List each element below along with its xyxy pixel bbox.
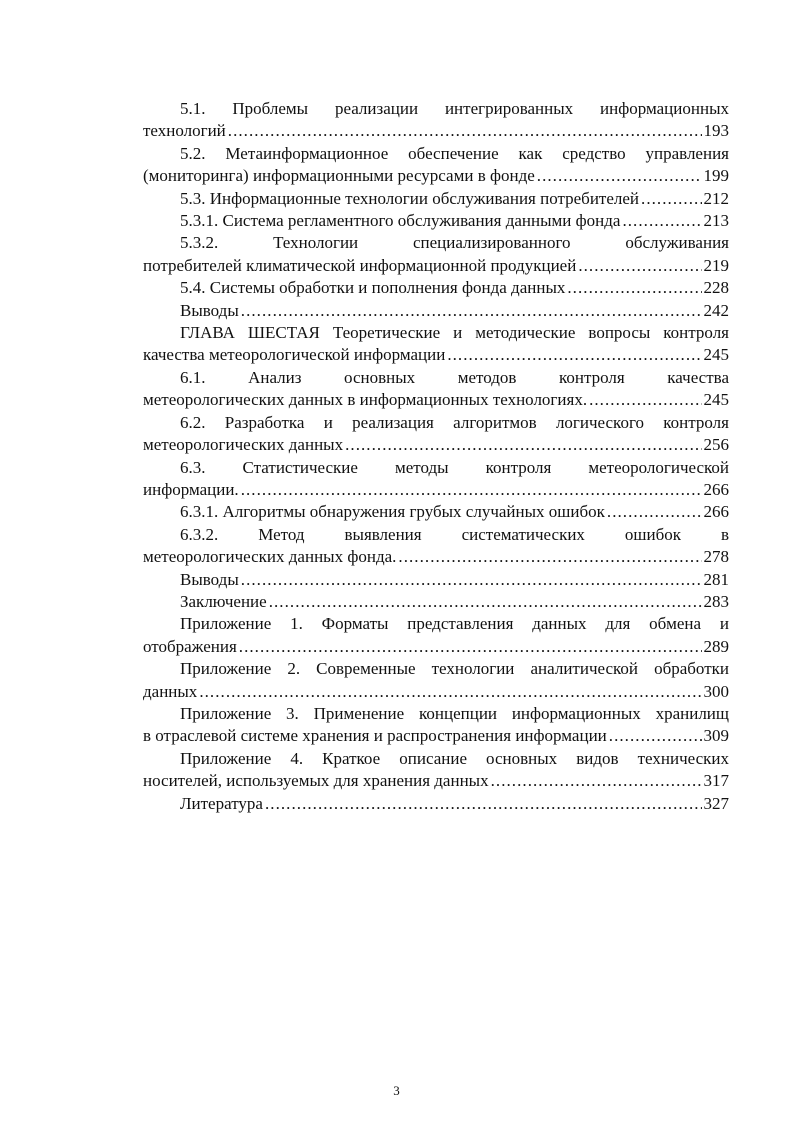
- dot-leader: [578, 255, 701, 277]
- dot-leader: [589, 389, 701, 411]
- toc-entry-title: Литература: [180, 793, 263, 813]
- toc-entry-title: технологий: [143, 121, 226, 141]
- toc-entry-page-number: 199: [703, 166, 729, 186]
- dot-leader: [491, 770, 702, 792]
- toc-entry-title: потребителей климатической информационной продукцией: [143, 255, 577, 275]
- toc-entry: [143, 748, 729, 793]
- toc-entry: [143, 591, 729, 613]
- toc-entry: [143, 793, 729, 815]
- toc-entry: [143, 569, 729, 591]
- toc-entry-page-number: 317: [703, 771, 729, 791]
- dot-leader: [398, 546, 701, 568]
- toc-entry-page-number: 256: [703, 435, 729, 455]
- dot-leader: [239, 636, 702, 658]
- toc-entry-title: носителей, используемых для хранения данных: [143, 771, 489, 791]
- toc-entry-last-line: [143, 636, 729, 658]
- dot-leader: [199, 681, 701, 703]
- toc-entry-title: Выводы: [180, 300, 239, 320]
- toc-entry-title: качества метеорологической информации: [143, 345, 446, 365]
- toc-entry-last-line: [143, 389, 729, 411]
- toc-entry-page-number: 278: [703, 547, 729, 567]
- dot-leader: [607, 501, 702, 523]
- dot-leader: [265, 793, 702, 815]
- toc-entry: [143, 613, 729, 658]
- toc-entry: [143, 98, 729, 143]
- toc-entry-last-line: [143, 120, 729, 142]
- toc-entry: [143, 658, 729, 703]
- toc-entry-page-number: 245: [703, 345, 729, 365]
- toc-entry-title-line: Приложение 2. Современные технологии аналитической обработки: [180, 659, 729, 679]
- toc-entry-title: (мониторинга) информационными ресурсами в фонде: [143, 166, 535, 186]
- page-number: 3: [393, 1083, 400, 1098]
- dot-leader: [241, 479, 702, 501]
- toc-entry-title-line: Приложение 4. Краткое описание основных видов технических: [180, 748, 729, 768]
- toc-entry-page-number: 327: [703, 793, 729, 813]
- dot-leader: [537, 165, 702, 187]
- toc-entry-page-number: 212: [703, 188, 729, 208]
- toc-entry-last-line: [143, 165, 729, 187]
- toc-entry-title: данных: [143, 681, 198, 701]
- toc-entry-last-line: [143, 434, 729, 456]
- toc-entry-title: метеорологических данных фонда.: [143, 547, 397, 567]
- toc-entry-title: метеорологических данных в информационных технологиях.: [143, 390, 588, 410]
- toc-entry-title-line: 5.1. Проблемы реализации интегрированных информационных: [180, 99, 729, 118]
- toc-entry-page-number: 193: [703, 121, 729, 141]
- toc-entry-title-line: 6.3.2. Метод выявления систематических ошибок в: [180, 524, 729, 544]
- table-of-contents: [143, 98, 729, 815]
- toc-entry: [143, 277, 729, 299]
- toc-entry-page-number: 245: [703, 390, 729, 410]
- toc-entry-page-number: 289: [703, 636, 729, 656]
- toc-entry-title-line: Приложение 1. Форматы представления данных для обмена и: [180, 614, 729, 634]
- toc-entry: [143, 300, 729, 322]
- toc-entry-last-line: [143, 725, 729, 747]
- toc-entry-last-line: [143, 793, 729, 815]
- toc-entry: [143, 501, 729, 523]
- toc-entry-last-line: [143, 255, 729, 277]
- toc-entry: [143, 367, 729, 412]
- toc-entry-page-number: 281: [703, 569, 729, 589]
- toc-entry-title: 5.4. Системы обработки и пополнения фонда данных: [180, 278, 566, 298]
- dot-leader: [228, 120, 702, 142]
- toc-entry-page-number: 213: [703, 211, 729, 231]
- toc-entry-title: отображения: [143, 636, 237, 656]
- toc-entry-page-number: 266: [703, 502, 729, 522]
- toc-entry-title-line: 5.2. Метаинформационное обеспечение как средство управления: [180, 143, 729, 163]
- toc-entry-page-number: 242: [703, 300, 729, 320]
- dot-leader: [447, 344, 701, 366]
- toc-entry-title: 5.3. Информационные технологии обслуживания потребителей: [180, 188, 640, 208]
- toc-entry-page-number: 266: [703, 479, 729, 499]
- toc-entry-page-number: 283: [703, 591, 729, 611]
- dot-leader: [641, 188, 701, 210]
- toc-entry: [143, 524, 729, 569]
- toc-entry: [143, 457, 729, 502]
- dot-leader: [567, 277, 701, 299]
- toc-entry-title: 5.3.1. Система регламентного обслуживания данными фонда: [180, 211, 621, 231]
- toc-entry-page-number: 219: [703, 255, 729, 275]
- toc-entry-page-number: 309: [703, 726, 729, 746]
- toc-entry-title-line: 6.2. Разработка и реализация алгоритмов логического контроля: [180, 412, 729, 432]
- toc-entry-title-line: 6.1. Анализ основных методов контроля качества: [180, 367, 729, 387]
- toc-entry-title-line: Приложение 3. Применение концепции информационных хранилищ: [180, 703, 729, 723]
- toc-entry-title: в отраслевой системе хранения и распространения информации: [143, 726, 607, 746]
- toc-entry-last-line: [143, 188, 729, 210]
- toc-entry-last-line: [143, 681, 729, 703]
- toc-entry-last-line: [143, 210, 729, 232]
- toc-entry: [143, 412, 729, 457]
- toc-entry-title-line: 6.3. Статистические методы контроля метеорологической: [180, 457, 729, 477]
- toc-entry: [143, 210, 729, 232]
- toc-entry: [143, 232, 729, 277]
- toc-entry-title-line: 5.3.2. Технологии специализированного обслуживания: [180, 233, 729, 253]
- toc-entry-last-line: [143, 770, 729, 792]
- toc-entry-last-line: [143, 569, 729, 591]
- toc-entry-title: 6.3.1. Алгоритмы обнаружения грубых случайных ошибок: [180, 502, 605, 522]
- toc-entry-title: Заключение: [180, 591, 267, 611]
- toc-entry-title: информации.: [143, 479, 239, 499]
- toc-entry-last-line: [143, 501, 729, 523]
- toc-entry-title: Выводы: [180, 569, 239, 589]
- toc-entry-last-line: [143, 591, 729, 613]
- dot-leader: [241, 300, 702, 322]
- dot-leader: [609, 725, 702, 747]
- dot-leader: [269, 591, 702, 613]
- dot-leader: [345, 434, 701, 456]
- toc-entry-last-line: [143, 300, 729, 322]
- toc-entry-title: метеорологических данных: [143, 435, 344, 455]
- dot-leader: [241, 569, 702, 591]
- toc-entry-last-line: [143, 344, 729, 366]
- toc-entry-last-line: [143, 479, 729, 501]
- toc-entry: [143, 322, 729, 367]
- toc-entry-page-number: 300: [703, 681, 729, 701]
- dot-leader: [622, 210, 701, 232]
- toc-entry-last-line: [143, 546, 729, 568]
- toc-entry-title-line: ГЛАВА ШЕСТАЯ Теоретические и методические вопросы контроля: [180, 323, 729, 343]
- toc-entry: [143, 703, 729, 748]
- toc-entry-page-number: 228: [703, 278, 729, 298]
- toc-entry: [143, 188, 729, 210]
- toc-entry-last-line: [143, 277, 729, 299]
- toc-entry: [143, 143, 729, 188]
